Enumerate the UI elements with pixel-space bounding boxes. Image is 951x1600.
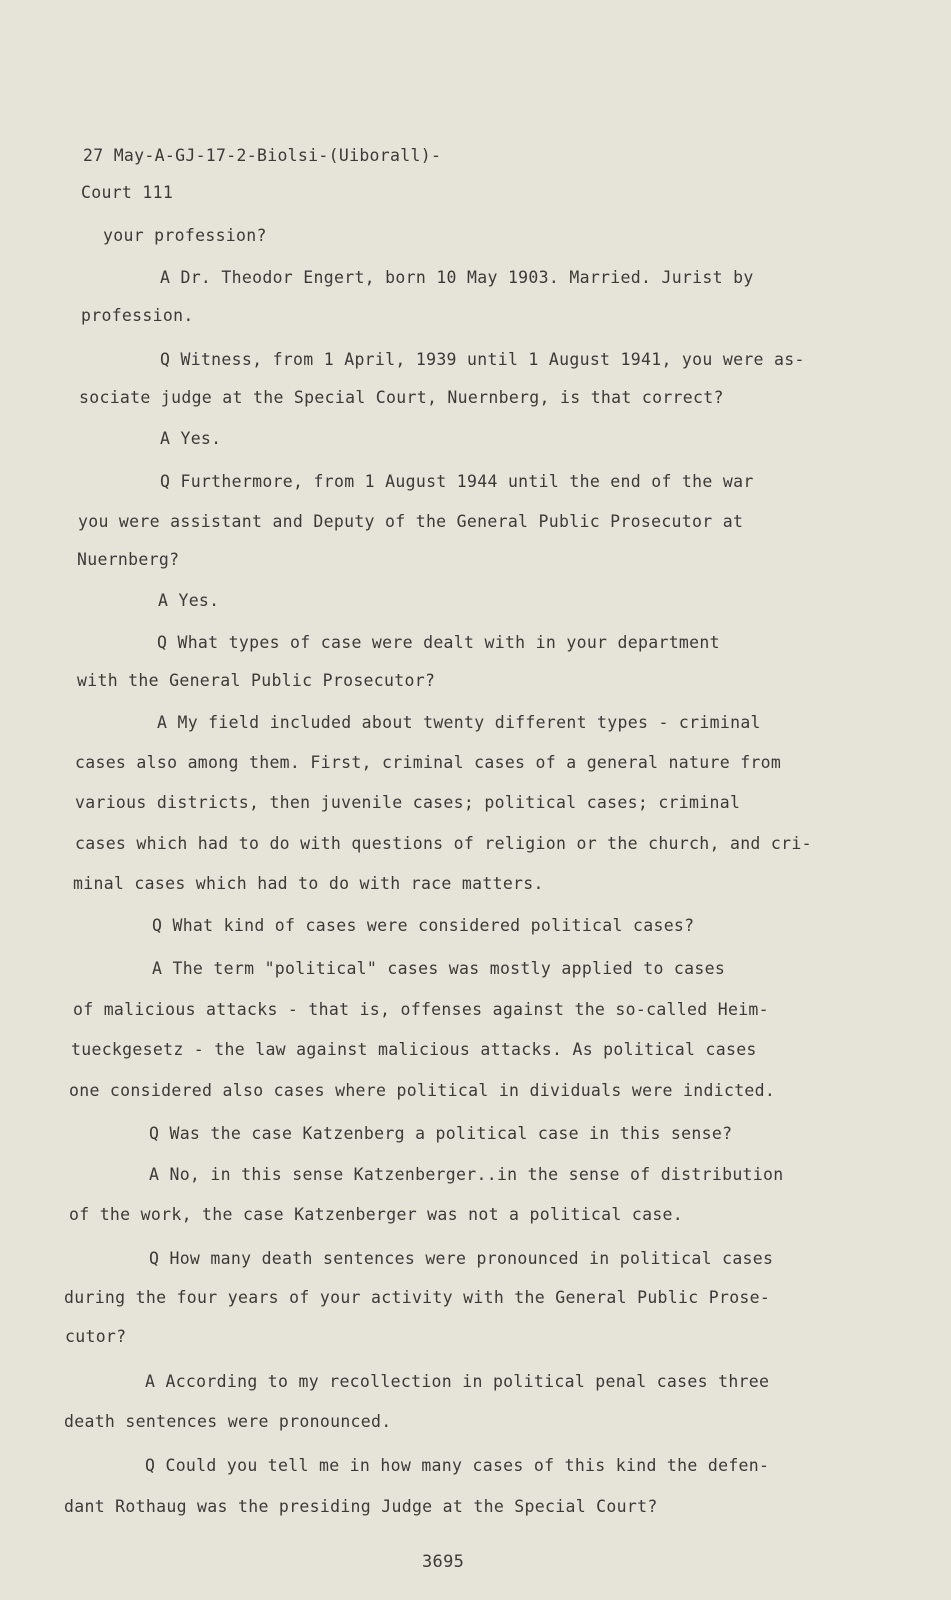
text-line: tueckgesetz - the law against malicious attacks. As political cases: [71, 1040, 757, 1059]
text-line: A My field included about twenty different types - criminal: [157, 713, 761, 732]
text-line: A No, in this sense Katzenberger..in the sense of distribution: [149, 1165, 784, 1184]
text-line: A Yes.: [158, 591, 220, 610]
text-line: you were assistant and Deputy of the General Public Prosecutor at: [78, 512, 744, 531]
text-line: A Dr. Theodor Engert, born 10 May 1903. Married. Jurist by: [160, 268, 754, 287]
text-line: Nuernberg?: [77, 550, 180, 569]
text-line: Q Could you tell me in how many cases of this kind the defen-: [145, 1456, 770, 1475]
text-line: during the four years of your activity with the General Public Prose-: [64, 1288, 771, 1307]
text-line: various districts, then juvenile cases; political cases; criminal: [75, 793, 741, 812]
text-line: cutor?: [65, 1327, 127, 1346]
text-line: profession.: [81, 306, 194, 325]
text-line: Q What types of case were dealt with in your department: [157, 633, 720, 652]
text-line: of the work, the case Katzenberger was not a political case.: [69, 1205, 684, 1224]
text-line: your profession?: [103, 226, 267, 245]
text-line: Q How many death sentences were pronounced in political cases: [149, 1249, 774, 1268]
header-line-2: Court 111: [81, 183, 174, 202]
text-line: Q Was the case Katzenberg a political case in this sense?: [149, 1124, 733, 1143]
text-line: sociate judge at the Special Court, Nuernberg, is that correct?: [79, 388, 724, 407]
text-line: A The term "political" cases was mostly applied to cases: [152, 959, 726, 978]
page-number: 3695: [422, 1552, 465, 1572]
text-line: A According to my recollection in political penal cases three: [145, 1372, 770, 1391]
text-line: Q Witness, from 1 April, 1939 until 1 August 1941, you were as-: [160, 350, 805, 369]
text-line: of malicious attacks - that is, offenses against the so-called Heim-: [73, 1000, 769, 1019]
text-line: minal cases which had to do with race matters.: [73, 874, 544, 893]
text-line: cases also among them. First, criminal cases of a general nature from: [75, 753, 782, 772]
text-line: A Yes.: [160, 429, 222, 448]
header-line-1: 27 May-A-GJ-17-2-Biolsi-(Uiborall)-: [83, 146, 442, 165]
text-line: dant Rothaug was the presiding Judge at the Special Court?: [64, 1497, 658, 1516]
text-line: death sentences were pronounced.: [64, 1412, 392, 1431]
text-line: Q Furthermore, from 1 August 1944 until the end of the war: [160, 472, 754, 491]
text-line: Q What kind of cases were considered political cases?: [152, 916, 695, 935]
text-line: with the General Public Prosecutor?: [77, 671, 436, 690]
text-line: cases which had to do with questions of religion or the church, and cri-: [75, 834, 812, 853]
text-line: one considered also cases where political in dividuals were indicted.: [69, 1081, 776, 1100]
